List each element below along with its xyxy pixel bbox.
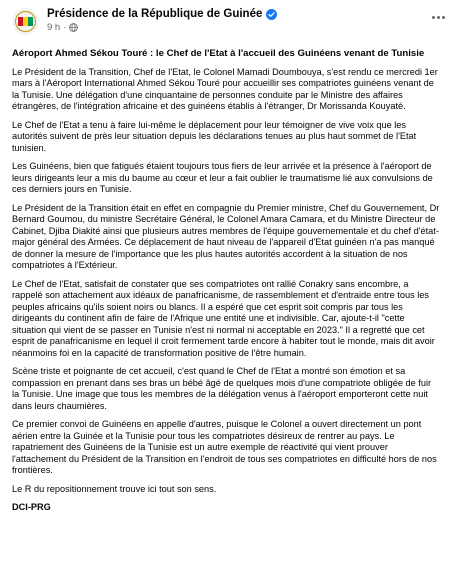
post-header — [12, 6, 448, 40]
page-name[interactable]: Présidence de la République de Guinée — [47, 8, 263, 20]
post-paragraph: Ce premier convoi de Guinéens en appelle d'autres, puisque le Colonel a ouvert directement un pont aérien entre la Guinée et la Tunisie pour tous les compatriotes désireux de rentrer au pays. Le rapatriement des Guinéens de la Tunisie est un autre exemple de réactivité qui vient prouver l'attachement du Président de la Transition en l'endroit de tous ses compatriotes en difficulté hors de nos frontières. — [12, 419, 437, 475]
post-timestamp[interactable]: 9 h — [47, 21, 61, 33]
page-name-row — [47, 8, 428, 21]
post-paragraph: Le Président de la Transition était en effet en compagnie du Premier ministre, Chef du Gouvernement, Dr Bernard Goumou, du ministre Secrétaire Général, le Colonel Amara Camara, et du Ministre Directeur de Cabinet, Djiba Diakité ainsi que plusieurs autres membres de l'équipe gouvernementale et du chef d'état-major général des Armées. Ce déplacement de haut niveau de l'appareil d'Etat guinéen n'a pas manqué de donner la mesure de l'importance que les plus hautes autorités accordent à la situation de nos compatriotes à l'Extérieur. — [12, 202, 440, 270]
post-body — [12, 48, 448, 514]
post-paragraph: Scène triste et poignante de cet accueil, c'est quand le Chef de l'Etat a montré son émotion et sa compassion en prenant dans ses bras un bébé âgé de quelques mois d'une compatriote obligée de fuir la Tunisie. Une image que tous les membres de la délégation venus à l'aéroport emporteront cette nuit dans leurs chaumières. — [12, 366, 432, 411]
post-meta — [47, 23, 428, 33]
post-headline: Aéroport Ahmed Sékou Touré : le Chef de l'Etat à l'accueil des Guinéens venant de Tunisie — [12, 48, 425, 59]
page-avatar[interactable] — [12, 8, 39, 35]
globe-icon — [69, 23, 78, 32]
post-paragraph: Le Chef de l'Etat a tenu à faire lui-même le déplacement pour leur témoigner de vive voix que les autorités suivent de près leur situation depuis les déclarations tenues au plus haut sommet de l'Etat tunisien. — [12, 119, 417, 153]
post-paragraph: Le Chef de l'Etat, satisfait de constater que ses compatriotes ont rallié Conakry sans encombre, a rappelé son attachement aux idéaux de panafricanisme, de rassemblement et d'entraide entre tous les peuples africains qu'ils soient noirs ou blancs. Il a espéré que cet esprit soit compris par tous les dirigeants du continent afin de faire de l'Afrique une entité une et indivisible. Car, ajoute-t-il "cette situation qui vient de se passer en Tunisie n'est ni normal ni acceptable en 2023." Il a regretté que cet esprit de panafricanisme en lequel il croit fermement tarde encore à habiter tout le monde, mais dit avoir néanmoins foi en la capacité de transformation positive de l'être humain. — [12, 278, 435, 358]
more-dot-2 — [437, 16, 440, 19]
meta-separator: · — [63, 21, 67, 33]
more-dot-3 — [442, 16, 445, 19]
post-paragraph: Les Guinéens, bien que fatigués étaient toujours tous fiers de leur arrivée et la présence à l'aéroport de leurs dirigeants leur a mis du baume au cœur et leur a fait oublier le traumatisme lié aux convulsions de ces derniers jours en Tunisie. — [12, 161, 433, 194]
post-paragraph: Le R du repositionnement trouve ici tout son sens. — [12, 483, 217, 494]
more-options-button[interactable] — [428, 7, 448, 27]
more-options-icon — [432, 16, 435, 19]
verified-badge-icon — [266, 9, 277, 20]
post-header-text — [47, 6, 428, 33]
post-signature: DCI-PRG — [12, 502, 51, 512]
post-paragraph: Le Président de la Transition, Chef de l'Etat, le Colonel Mamadi Doumbouya, s'est rendu ce mercredi 1er mars à l'Aéroport International Ahmed Sékou Touré pour accueillir ses compatriotes guinéens venant de la Tunisie. Une délégation d'une cinquantaine de personnes conduite par le Ministre des affaires étrangères, de l'intégration africaine et des guinéens établis à l'étranger, Dr Morissanda Kouyaté. — [12, 66, 438, 111]
